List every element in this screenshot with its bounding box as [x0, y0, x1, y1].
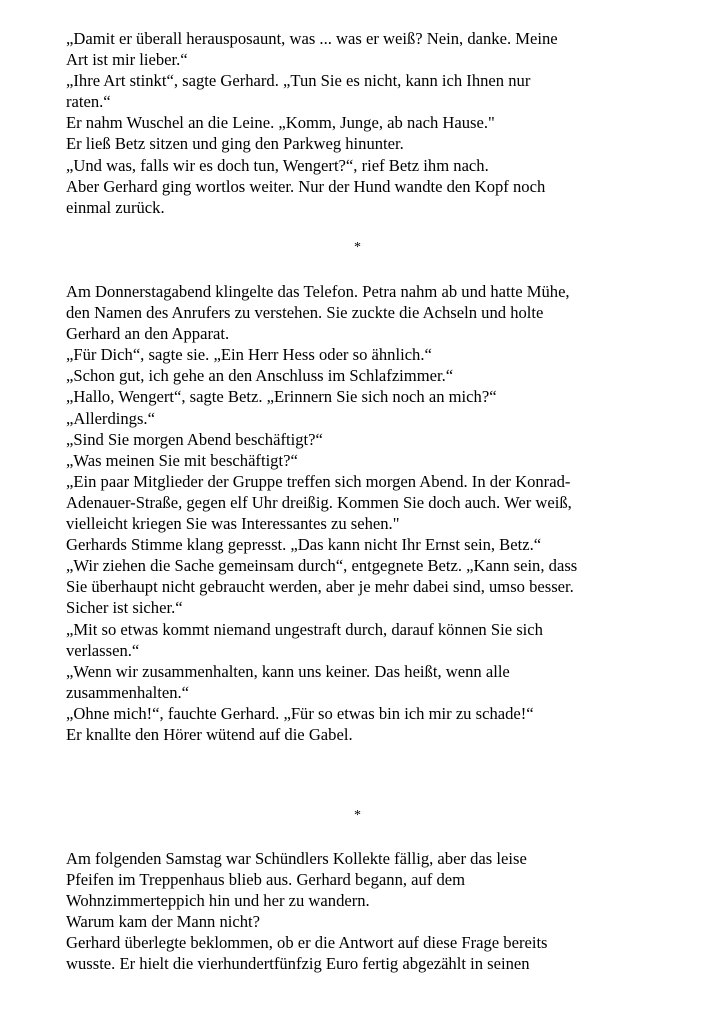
text-line: „Damit er überall herausposaunt, was ... was er weiß? Nein, danke. Meine: [66, 29, 558, 48]
text-line: Art ist mir lieber.“: [66, 50, 188, 70]
text-line: den Namen des Anrufers zu verstehen. Sie zuckte die Achseln und holte: [66, 303, 544, 323]
text-line: Pfeifen im Treppenhaus blieb aus. Gerhard begann, auf dem: [66, 870, 466, 890]
text-line: „Ohne mich!“, fauchte Gerhard. „Für so etwas bin ich mir zu schade!“: [66, 703, 534, 723]
section-separator: *: [354, 240, 361, 255]
text-line: „Allerdings.“: [66, 408, 155, 428]
text-line: wusste. Er hielt die vierhundertfünfzig Euro fertig abgezählt in seinen: [66, 954, 530, 974]
text-line: raten.“: [66, 92, 111, 112]
text-line: „Schon gut, ich gehe an den Anschluss im Schlafzimmer.“: [66, 366, 454, 386]
section-1: [66, 28, 666, 218]
text-line: vielleicht kriegen Sie was Interessantes zu sehen.": [66, 514, 400, 534]
text-line: „Ihre Art stinkt“, sagte Gerhard. „Tun Sie es nicht, kann ich Ihnen nur: [66, 71, 531, 91]
text-line: Sicher ist sicher.“: [66, 598, 183, 618]
section-2: [66, 281, 666, 745]
text-line: Gerhard an den Apparat.: [66, 324, 230, 344]
text-line: zusammenhalten.“: [66, 682, 190, 702]
text-line: Am Donnerstagabend klingelte das Telefon. Petra nahm ab und hatte Mühe,: [66, 282, 570, 301]
section-separator: *: [354, 808, 361, 823]
text-line: „Was meinen Sie mit beschäftigt?“: [66, 450, 298, 470]
text-line: „Sind Sie morgen Abend beschäftigt?“: [66, 429, 323, 449]
text-line: „Ein paar Mitglieder der Gruppe treffen sich morgen Abend. In der Konrad-: [66, 471, 571, 491]
text-line: Sie überhaupt nicht gebraucht werden, aber je mehr dabei sind, umso besser.: [66, 577, 574, 597]
text-line: „Wir ziehen die Sache gemeinsam durch“, entgegnete Betz. „Kann sein, dass: [66, 556, 578, 576]
text-line: Er ließ Betz sitzen und ging den Parkweg hinunter.: [66, 134, 404, 154]
text-line: Adenauer-Straße, gegen elf Uhr dreißig. Kommen Sie doch auch. Wer weiß,: [66, 492, 572, 512]
text-line: Aber Gerhard ging wortlos weiter. Nur der Hund wandte den Kopf noch: [66, 176, 546, 196]
text-line: Am folgenden Samstag war Schündlers Kollekte fällig, aber das leise: [66, 849, 527, 868]
text-line: Wohnzimmerteppich hin und her zu wandern.: [66, 891, 370, 911]
text-line: verlassen.“: [66, 640, 140, 660]
text-line: „Hallo, Wengert“, sagte Betz. „Erinnern Sie sich noch an mich?“: [66, 387, 497, 407]
text-line: Gerhard überlegte beklommen, ob er die Antwort auf diese Frage bereits: [66, 933, 548, 953]
text-line: Er nahm Wuschel an die Leine. „Komm, Junge, ab nach Hause.": [66, 113, 495, 133]
section-3: [66, 848, 666, 975]
text-line: Gerhards Stimme klang gepresst. „Das kann nicht Ihr Ernst sein, Betz.“: [66, 535, 542, 555]
text-line: einmal zurück.: [66, 197, 165, 217]
text-line: Warum kam der Mann nicht?: [66, 912, 261, 932]
text-line: Er knallte den Hörer wütend auf die Gabel.: [66, 724, 353, 744]
text-line: „Wenn wir zusammenhalten, kann uns keiner. Das heißt, wenn alle: [66, 661, 510, 681]
text-line: „Mit so etwas kommt niemand ungestraft durch, darauf können Sie sich: [66, 619, 543, 639]
text-line: „Für Dich“, sagte sie. „Ein Herr Hess oder so ähnlich.“: [66, 345, 432, 365]
text-line: „Und was, falls wir es doch tun, Wengert?“, rief Betz ihm nach.: [66, 155, 489, 175]
